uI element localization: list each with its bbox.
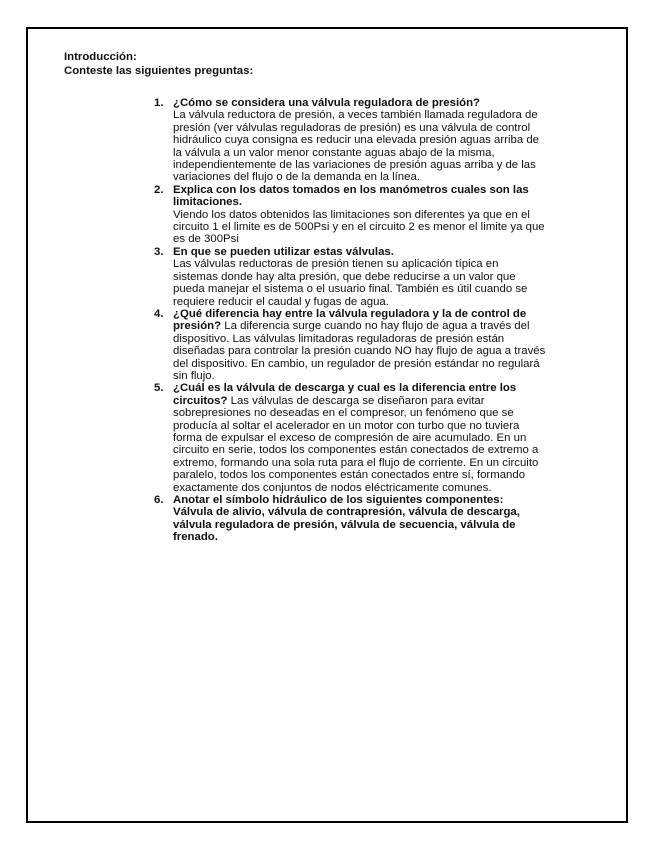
question-item-2 [148,184,546,246]
question-text: ¿Qué diferencia hay entre la válvula reguladora y la de control de presión? [173,307,527,333]
question-item-4 [148,308,546,382]
answer-text: Las válvulas de descarga se diseñaron para evitar sobrepresiones no deseadas en el compresor, un fenómeno que se producía al soltar el acelerador en un motor con turbo que no tuviera forma de expulsar el exceso de compresión de aire acumulado. En un circuito en serie, todos los componentes están conectados de extremo a extremo, formando una sola ruta para el flujo de corriente. En un circuito paralelo, todos los componentes están conectados entre sí, formando exactamente dos conjuntos de nodos eléctricamente comunes. [173,394,539,494]
question-number: 1. [154,97,164,109]
question-item-6 [148,494,546,544]
question-number: 5. [154,382,164,395]
document-header [64,50,253,78]
answer-text: Las válvulas reductoras de presión tienen su aplicación típica en sistemas donde hay alta presión, que debe reducirse a un valor que pueda manejar el sistema o el usuario final. También es útil cuando se requiere reducir el caudal y fugas de agua. [173,258,528,308]
question-text: Explica con los datos tomados en los manómetros cuales son las limitaciones. [173,183,529,209]
question-text: ¿Cuál es la válvula de descarga y cual es la diferencia entre los circuitos? [173,382,517,407]
question-number: 4. [154,307,164,320]
question-item-1 [148,97,546,184]
answer-text: La diferencia surge cuando no hay flujo de agua a través del dispositivo. Las válvulas limitadoras reguladoras de presión están diseñadas para controlar la presión cuando NO hay flujo de agua a través del dispositivo. En cambio, un regulador de presión estándar no regulará sin flujo. [173,320,546,382]
question-number: 2. [154,183,164,196]
question-item-5 [148,382,546,494]
answer-text: Válvula de alivio, válvula de contrapresión, válvula de descarga, válvula reguladora de presión, válvula de secuencia, válvula de frenado. [173,506,520,544]
question-item-3 [148,246,546,308]
question-list [148,97,546,544]
question-text: Anotar el símbolo hidráulico de los siguientes componentes: [173,494,504,506]
answer-text: Viendo los datos obtenidos las limitaciones son diferentes ya que en el circuito 1 el limite es de 500Psi y en el circuito 2 es menor el limite ya que es de 300Psi [173,208,545,246]
question-number: 6. [154,494,164,506]
answer-text: La válvula reductora de presión, a veces también llamada reguladora de presión (ver válvulas reguladoras de presión) es una válvula de control hidráulico cuya consigna es reducir una elevada presión aguas arriba de la válvula a un valor menor constante aguas abajo de la misma, independientemente de las variaciones de presión aguas arriba y de las variaciones del flujo o de la demanda en la línea. [173,109,539,184]
intro-title: Introducción: [64,51,137,63]
question-number: 3. [154,245,164,258]
question-text: En que se pueden utilizar estas válvulas. [173,245,394,258]
question-text: ¿Cómo se considera una válvula reguladora de presión? [173,97,480,109]
instruction-text: Conteste las siguientes preguntas: [64,65,254,77]
